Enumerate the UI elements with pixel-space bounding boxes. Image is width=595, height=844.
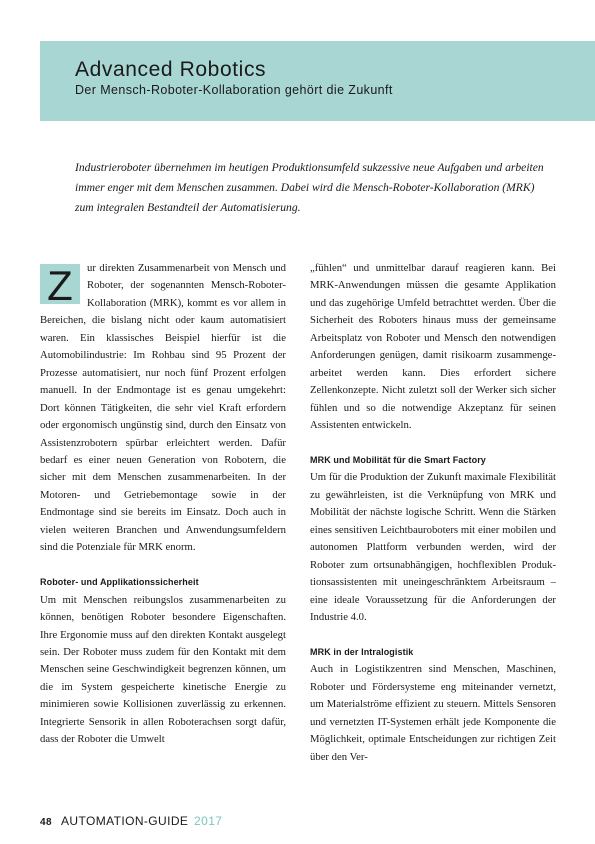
page-footer xyxy=(40,814,222,828)
intro-paragraph: Industrieroboter übernehmen im heutigen Produktionsumfeld sukzessive neue Aufgaben und arbeiten immer enger mit dem Menschen zusammen. Dabei wird die Mensch-Roboter-Kollaboration (MRK) zum integralen Bestandteil der Automatisierung. xyxy=(75,161,544,214)
body-paragraph: Um mit Menschen reibungslos zusammenarbeiten zu können, benötigen Roboter besondere Eigenschaften. Ihre Ergonomie muss auf den direkten Kontakt ausgelegt sein. Der Roboter muss zudem für den Kontakt mit dem Menschen seine Geschwindigkeit begrenzen können, um die im System gespeicherte kinetische Energie zu minimieren sowie Kollisionen zuverlässig zu erkennen. Integrierte Sensorik in allen Roboterachsen sorgt dafür, dass der Roboter die Umwelt xyxy=(40,593,286,746)
article-column-left xyxy=(40,260,286,749)
page-number: 48 xyxy=(40,817,52,828)
body-paragraph: Um für die Produktion der Zukunft maximale Flexibilität zu gewährleisten, ist die Verknüpfung von MRK und Mobilität der nächste logische Schritt. Wenn die Stärken eines sensitiven Leichtbauroboters mit einer mobilen und autonomen Plattform verbunden werden, wird der Roboter zum ortsunabhängigen, hochflexiblen Produktionsassistenten mit uneingeschränktem Arbeitsraum – eine ideale Voraussetzung für die Anforderungen der Industrie 4.0. xyxy=(310,471,556,624)
publication-name: AUTOMATION-GUIDE xyxy=(61,814,189,828)
body-paragraph: ur direkten Zusammenarbeit von Mensch und Roboter, der sogenannten Mensch-Roboter-Kollaboration (MRK), kommt es vor allem in Bereichen, die bislang nicht oder kaum automatisiert waren. Ein klassisches Beispiel hierfür ist die Automobilindustrie: Im Rohbau sind 95 Prozent der Prozesse automatisiert, nur noch fünf Prozent erfolgen manuell. In der Endmontage ist es genau umgekehrt: Dort können Tätigkeiten, die sehr viel Kraft erfordern oder ergonomisch ungünstig sind, durch den Einsatz von Assistenzrobotern spürbar erleichtert werden. Dafür bedarf es einer neuen Generation von Robotern, die sicher mit dem Menschen zusammenarbeiten. In der Motoren- und Getriebemontage sowie in der Endmontage sind sie bereits im Einsatz. Doch auch in vielen weiteren Branchen und Anwendungsumfeldern sind die Potenziale für MRK enorm. xyxy=(40,262,286,554)
publication-year: 2017 xyxy=(194,814,223,828)
article-column-right xyxy=(310,260,556,766)
body-paragraph: „fühlen“ und unmittelbar darauf reagieren kann. Bei MRK-Anwendungen müssen die gesamte Applikation und das zugehörige Umfeld betrachttet werden. Über die Sicherheit des Roboters hinaus muss der gemeinsame Arbeitsplatz von Roboter und Mensch den notwendigen Anforderungen genügen, damit risikoarm zusammengearbeitet werden kann. Dies erfordert sichere Zellenkonzepte. Nicht zuletzt soll der Werker sich sicher fühlen und so die notwendige Akzeptanz für seinen Assistenten entwickeln. xyxy=(310,262,556,432)
section-heading: MRK und Mobilität für die Smart Factory xyxy=(310,454,486,465)
section-heading: MRK in der Intralogistik xyxy=(310,646,414,657)
page-subtitle: Der Mensch-Roboter-Kollaboration gehört die Zukunft xyxy=(75,83,393,97)
page-title: Advanced Robotics xyxy=(75,58,267,81)
dropcap-letter: Z xyxy=(47,262,73,309)
dropcap xyxy=(40,262,80,309)
body-paragraph: Auch in Logistikzentren sind Menschen, Maschinen, Roboter und Fördersysteme eng miteinander vernetzt, um Materialströme effizient zu steuern. Mittels Sensoren und vernetzten IT-Systemen erhält jede Komponente die Möglichkeit, optimale Entscheidungen zur richtigen Zeit über den Ver- xyxy=(310,663,556,763)
section-heading: Roboter- und Applikationssicherheit xyxy=(40,577,199,588)
